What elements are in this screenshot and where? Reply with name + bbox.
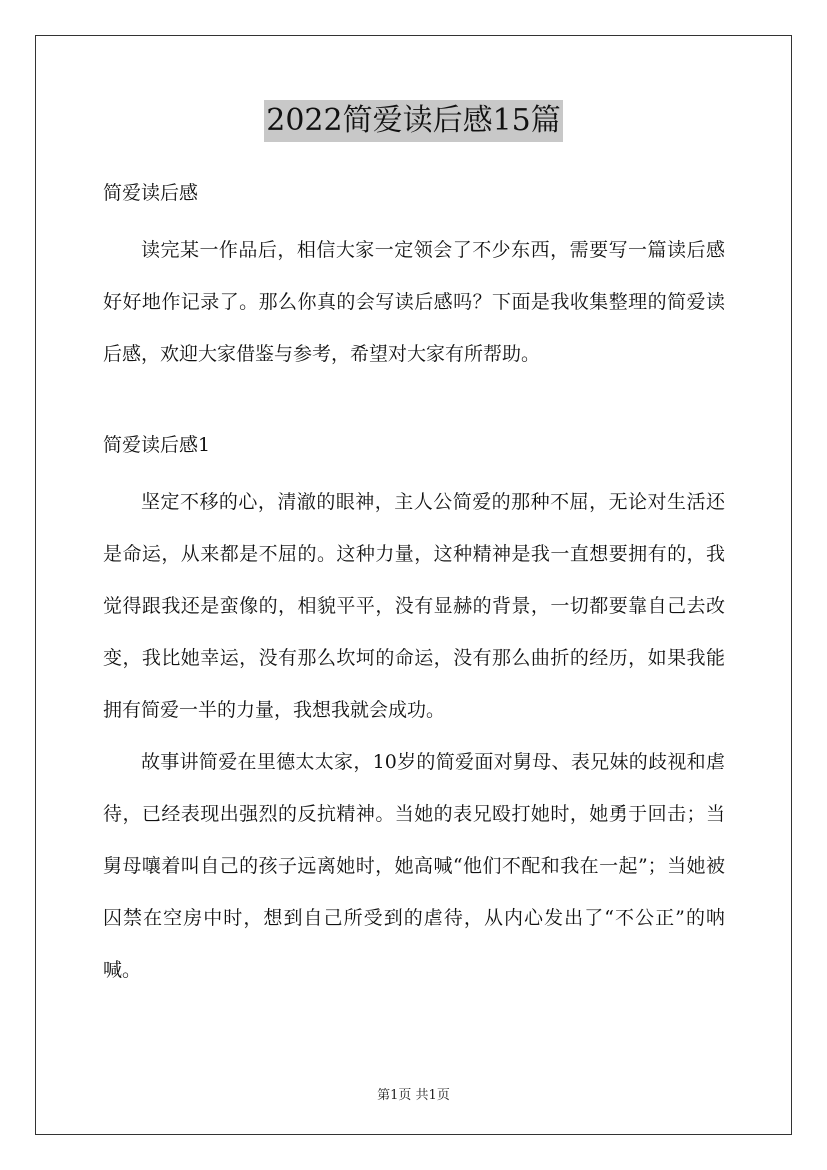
- section-heading: 简爱读后感: [103, 182, 199, 204]
- document-title: 2022简爱读后感15篇: [264, 100, 563, 142]
- title-container: [0, 100, 827, 142]
- section-heading-1: 简爱读后感1: [103, 434, 211, 456]
- body-paragraph: 故事讲简爱在里德太太家，10岁的简爱面对舅母、表兄妹的歧视和虐待，已经表现出强烈的反抗精神。当她的表兄殴打她时，她勇于回击；当舅母嚷着叫自己的孩子远离她时，她高喊“他们不配和我在一起”；当她被囚禁在空房中时，想到自己所受到的虐待，从内心发出了“不公正”的呐喊。: [103, 751, 725, 981]
- intro-paragraph: 读完某一作品后，相信大家一定领会了不少东西，需要写一篇读后感好好地作记录了。那么你真的会写读后感吗？下面是我收集整理的简爱读后感，欢迎大家借鉴与参考，希望对大家有所帮助。: [103, 239, 725, 365]
- document-body: [103, 170, 725, 996]
- body-paragraph: 坚定不移的心，清澈的眼神，主人公简爱的那种不屈，无论对生活还是命运，从来都是不屈的。这种力量，这种精神是我一直想要拥有的，我觉得跟我还是蛮像的，相貌平平，没有显赫的背景，一切都要靠自己去改变，我比她幸运，没有那么坎坷的命运，没有那么曲折的经历，如果我能拥有简爱一半的力量，我想我就会成功。: [103, 491, 725, 721]
- page-footer: 第1页 共1页: [377, 1088, 450, 1103]
